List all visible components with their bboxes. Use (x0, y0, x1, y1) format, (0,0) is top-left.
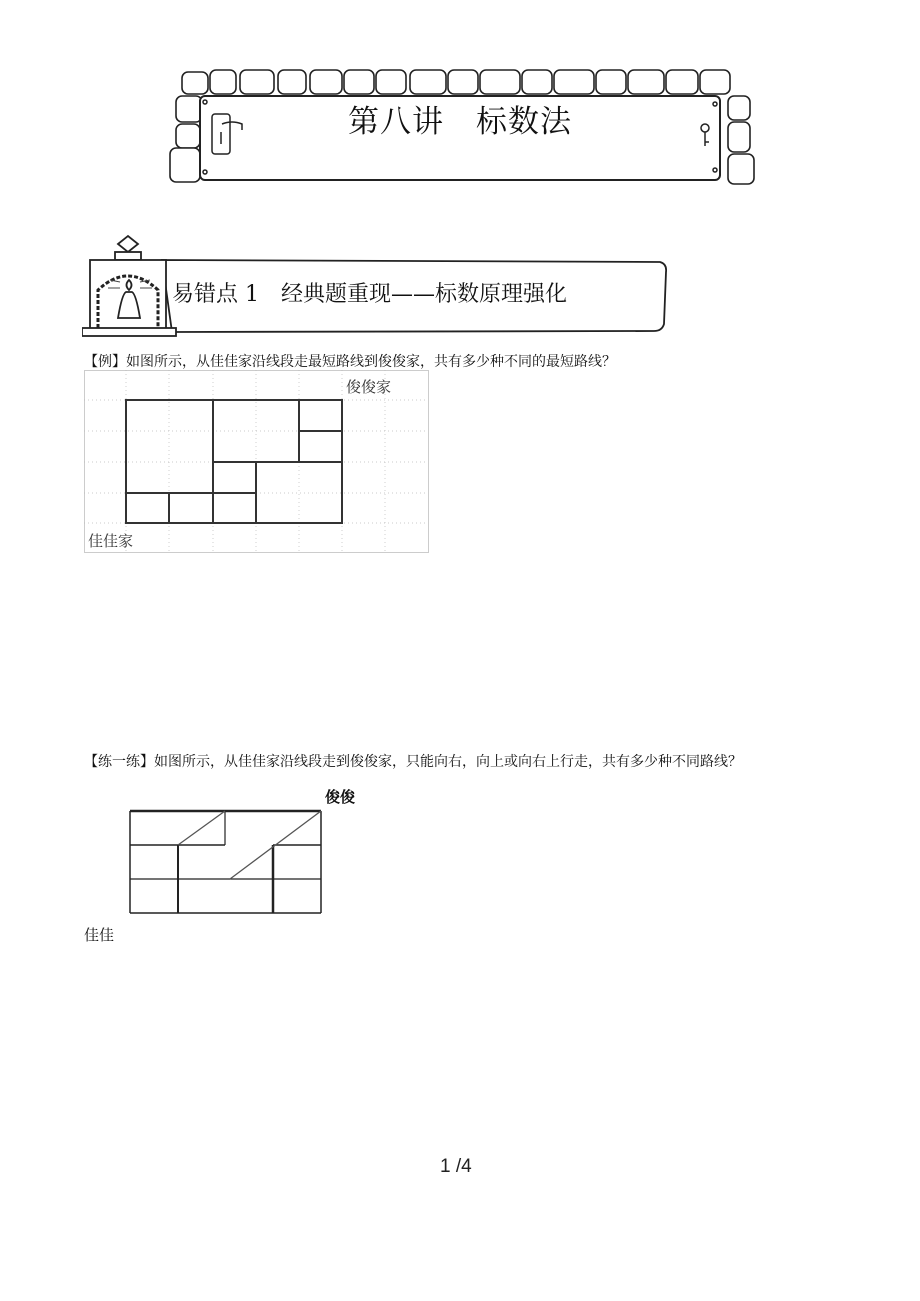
practice-grid-diagram (125, 805, 330, 920)
start-label-practice: 佳佳 (84, 926, 115, 944)
page-number: 1 /4 (440, 1156, 472, 1177)
start-label-example: 佳佳家 (88, 532, 134, 550)
section-title: 易错点 1 经典题重现——标数原理强化 (172, 282, 567, 307)
lecture-title: 第八讲 标数法 (348, 104, 572, 140)
end-label-practice: 俊俊 (325, 788, 356, 806)
example-grid-diagram (84, 370, 430, 554)
practice-question: 【练一练】如图所示，从佳佳家沿线段走到俊俊家，只能向右，向上或向右上行走，共有多少种不同路线？ (84, 754, 742, 770)
end-label-example: 俊俊家 (346, 378, 392, 396)
example-question: 【例】如图所示，从佳佳家沿线段走最短路线到俊俊家，共有多少种不同的最短路线？ (84, 354, 616, 370)
